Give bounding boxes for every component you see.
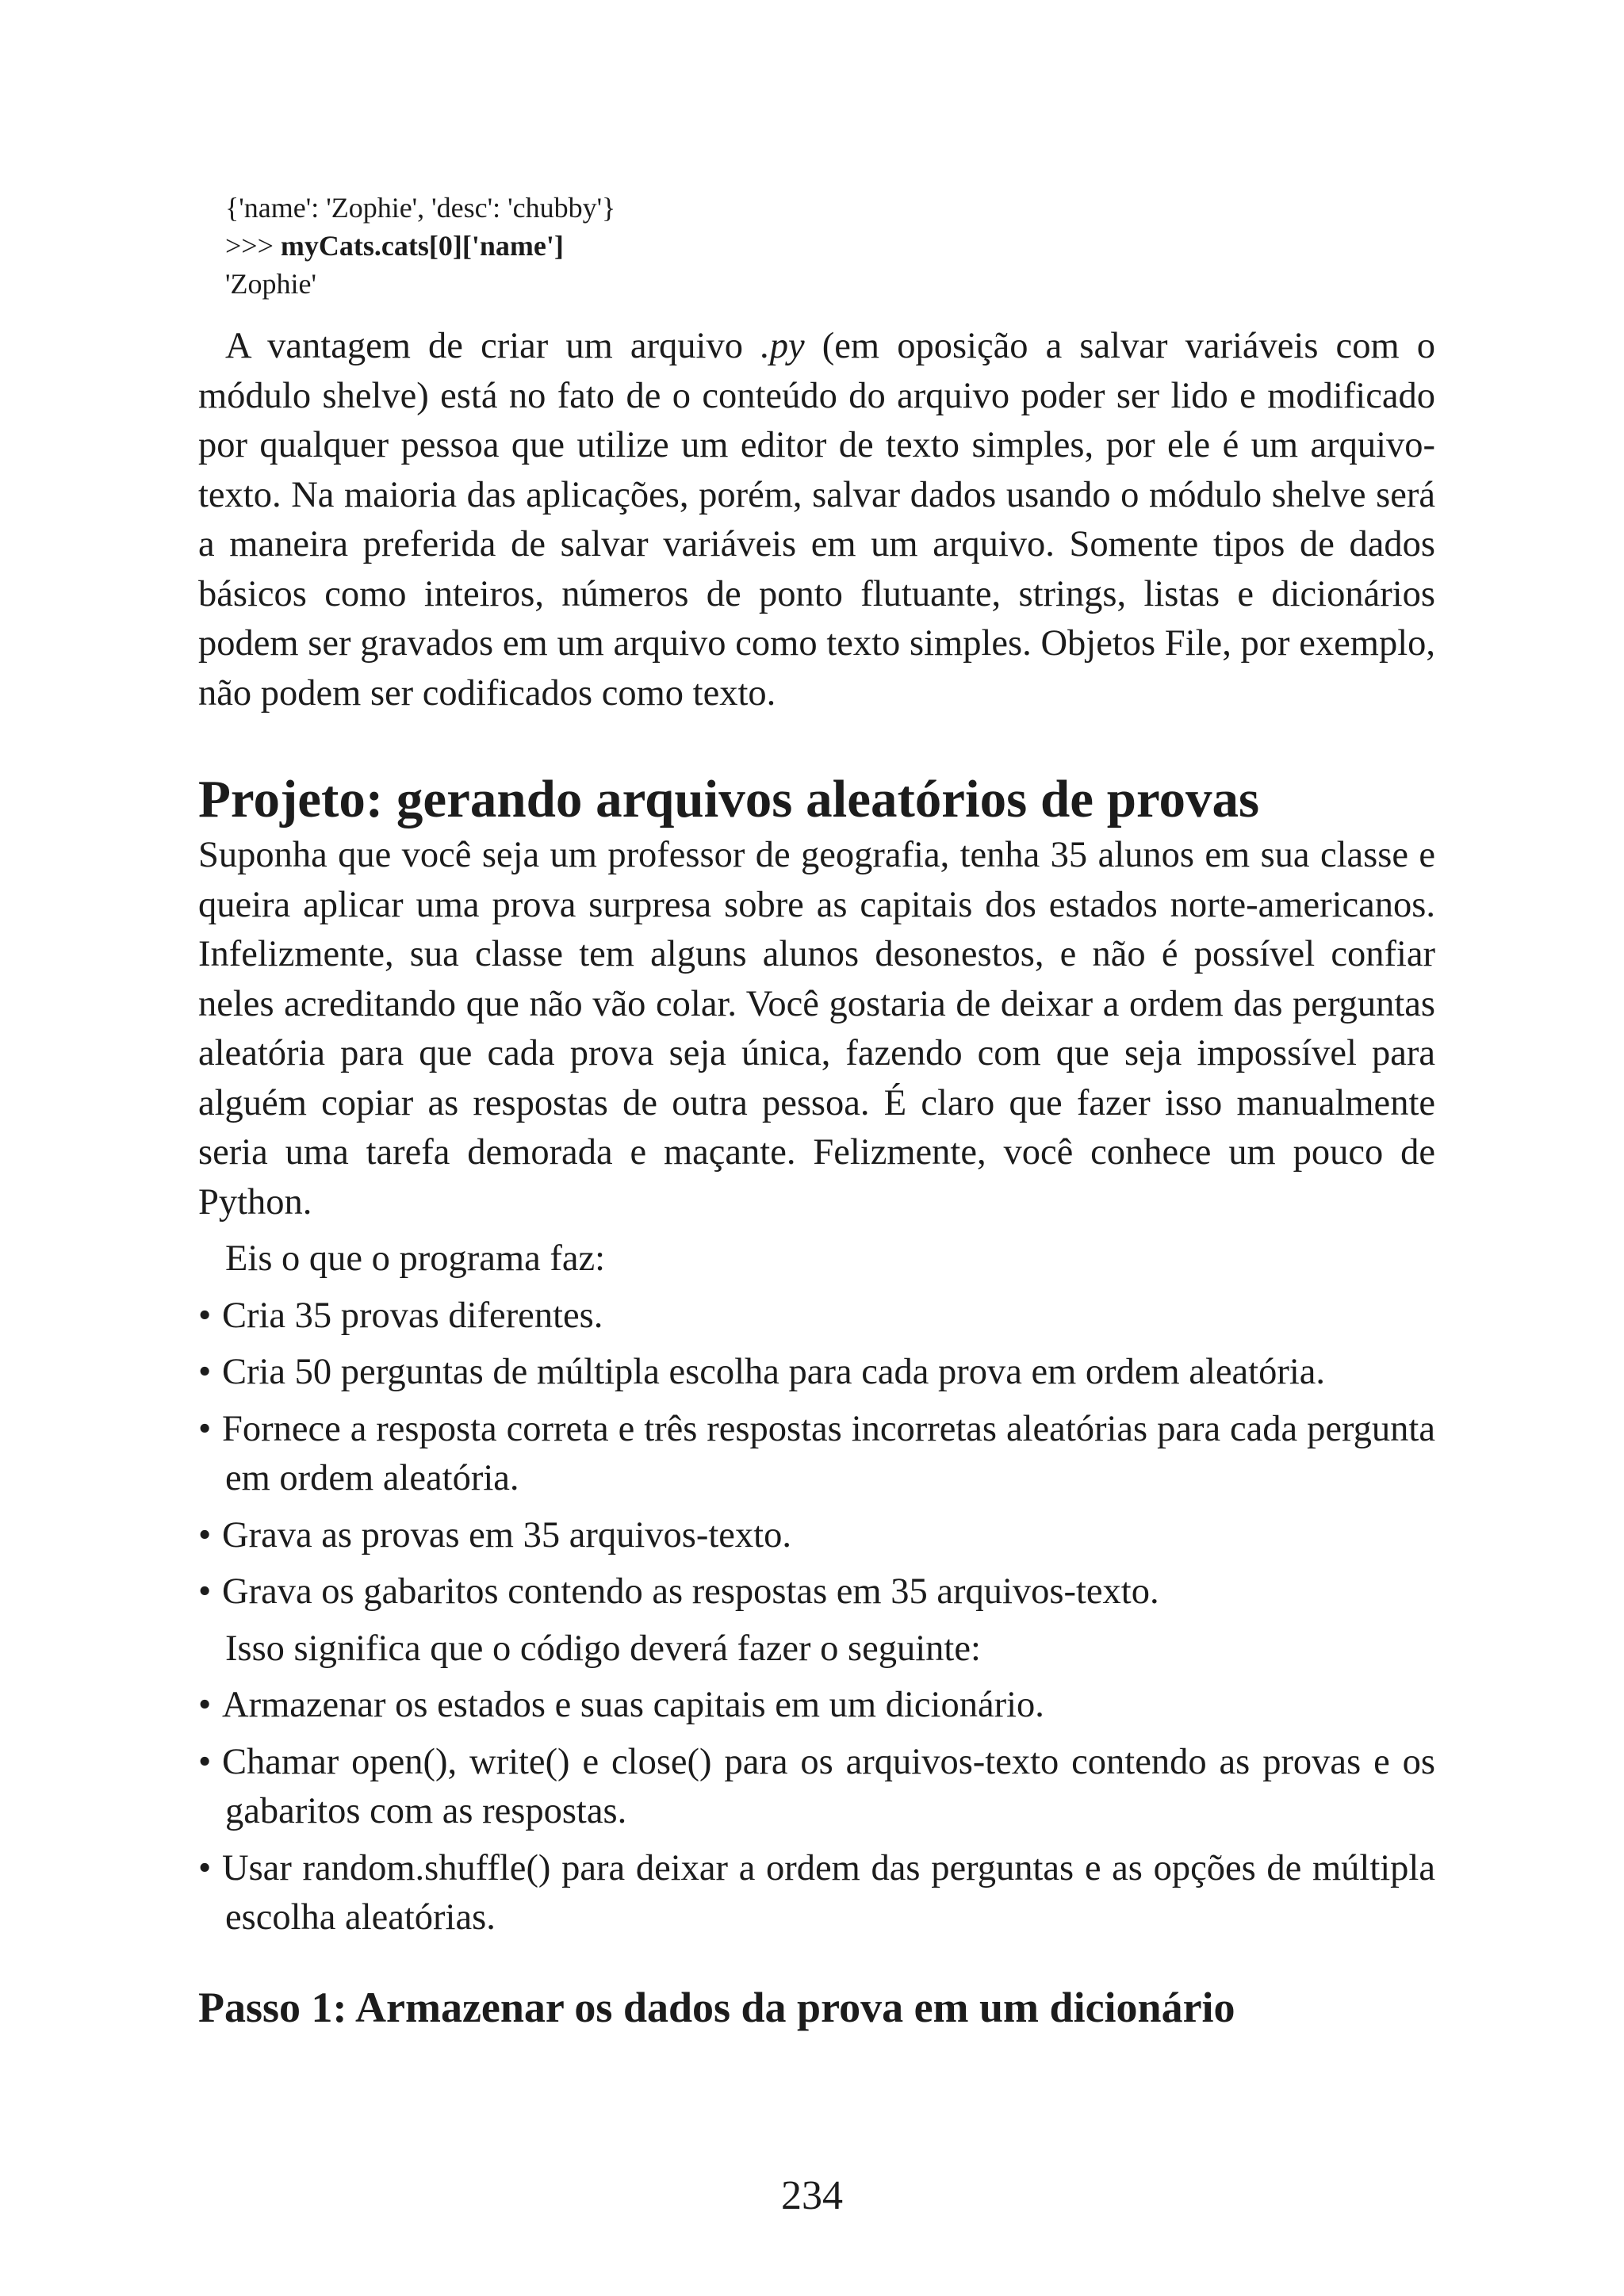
list-item: • Usar random.shuffle() para deixar a ordem das perguntas e as opções de múltipla escolha aleatórias.	[198, 1844, 1435, 1943]
section-title: Projeto: gerando arquivos aleatórios de provas	[198, 770, 1260, 828]
code-requirements-intro: Isso significa que o código deverá fazer o seguinte:	[225, 1628, 981, 1669]
list-item: • Grava os gabaritos contendo as respostas em 35 arquivos-texto.	[198, 1567, 1435, 1617]
list-item: • Armazenar os estados e suas capitais em um dicionário.	[198, 1681, 1435, 1731]
list-item: • Chamar open(), write() e close() para os arquivos-texto contendo as provas e os gabaritos com as respostas.	[198, 1738, 1435, 1837]
bullet-mark: •	[198, 1295, 212, 1336]
step1-heading: Passo 1: Armazenar os dados da prova em um dicionário	[198, 1983, 1235, 2031]
code-requirements-list	[198, 1681, 1435, 1943]
code-line-output-dict: {'name': 'Zophie', 'desc': 'chubby'}	[225, 192, 616, 224]
list-item: • Grava as provas em 35 arquivos-texto.	[198, 1511, 1435, 1561]
code-command: myCats.cats[0]['name']	[280, 230, 564, 262]
intro-text-end: (em oposição a salvar variáveis com o módulo shelve) está no fato de o conteúdo do arquivo poder ser lido e modificado por qualquer pessoa que utilize um editor de texto simples, por ele é um arquivo-texto. Na maioria das aplicações, porém, salvar dados usando o módulo shelve será a maneira preferida de salvar variáveis em um arquivo. Somente tipos de dados básicos como inteiros, números de ponto flutuante, strings, listas e dicionários podem ser gravados em um arquivo como texto simples. Objetos File, por exemplo, não podem ser codificados como texto.	[198, 326, 1435, 714]
page-number: 234	[781, 2173, 843, 2218]
list-item: • Fornece a resposta correta e três respostas incorretas aleatórias para cada pergunta em ordem aleatória.	[198, 1405, 1435, 1504]
intro-file-extension: .py	[760, 326, 805, 366]
bullet-mark: •	[198, 1408, 212, 1449]
code-line-command	[225, 227, 1435, 265]
list-item: • Cria 50 perguntas de múltipla escolha para cada prova em ordem aleatória.	[198, 1348, 1435, 1398]
bullet-mark: •	[198, 1847, 212, 1888]
code-snippet	[198, 189, 1435, 303]
bullet-mark: •	[198, 1685, 212, 1725]
bullet-mark: •	[198, 1741, 212, 1782]
intro-text-start: A vantagem de criar um arquivo	[225, 326, 761, 366]
page-content	[198, 189, 1435, 2034]
program-intro: Eis o que o programa faz:	[225, 1238, 606, 1279]
bullet-mark: •	[198, 1352, 212, 1392]
section-paragraph: Suponha que você seja um professor de geografia, tenha 35 alunos em sua classe e queira aplicar uma prova surpresa sobre as capitais dos estados norte-americanos. Infelizmente, sua classe tem alguns alunos desonestos, e não é possível confiar neles acreditando que não vão colar. Você gostaria de deixar a ordem das perguntas aleatória para que cada prova seja única, fazendo com que seja impossível para alguém copiar as respostas de outra pessoa. É claro que fazer isso manualmente seria uma tarefa demorada e maçante. Felizmente, você conhece um pouco de Python.	[198, 835, 1435, 1223]
list-item: • Cria 35 provas diferentes.	[198, 1292, 1435, 1341]
bullet-mark: •	[198, 1514, 212, 1556]
program-features-list	[198, 1292, 1435, 1617]
bullet-mark: •	[198, 1571, 212, 1612]
intro-paragraph	[198, 322, 1435, 718]
code-line-output-name: 'Zophie'	[225, 268, 316, 300]
code-prompt: >>>	[225, 230, 281, 262]
